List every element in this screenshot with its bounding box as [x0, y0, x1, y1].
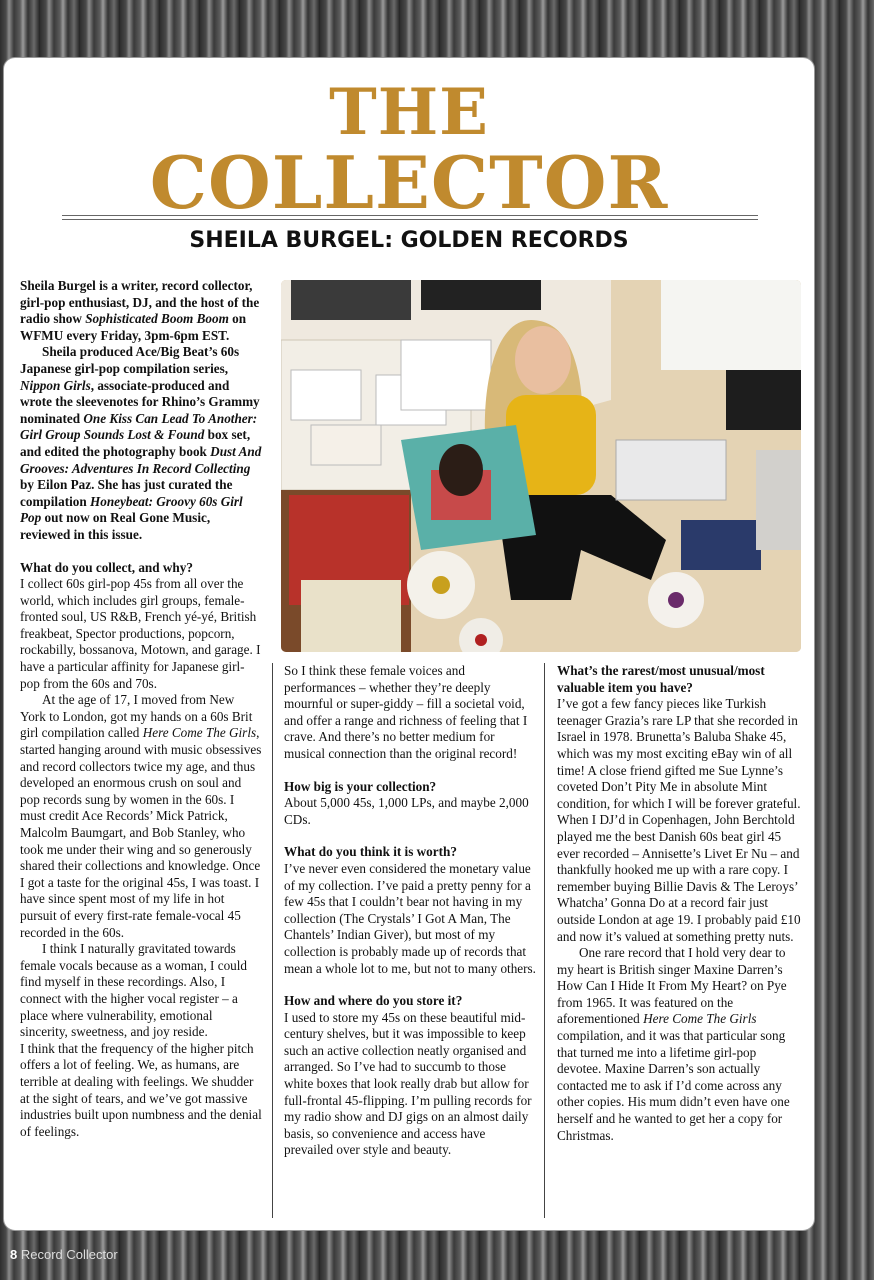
question-heading: How and where do you store it?	[284, 993, 463, 1009]
answer-paragraph: I’ve got a few fancy pieces like Turkish teenager Grazia’s rare LP that she recorded in Israel in 1978. Brunetta’s Baluba Shake 45, which was my most exciting eBay win of all time! A close friend gifted me Sue Lynne’s coveted Don’t Pity Me in absolute Mint condition, for which I will be forever grateful. When I DJ’d in Copenhagen, John Berchtold played me the best Danish 60s beat girl 45 ever recorded – Annisette’s Livet Er Nu – and thankfully hooked me up with a rare copy. I remember buying Billie Davis & The Leroys’ Whatcha’ Gonna Do at a record fair just outside London at age 19. I probably paid £10 and now it’s valued at something pretty nuts.	[557, 696, 801, 944]
answer-paragraph: I’ve never even considered the monetary value of my collection. I’ve paid a pretty penny for a few 45s that I couldn’t bear not having in my collection (The Crystals’ I Got A Man, The Chantels’ Indian Giver), but most of my collection is probably made up of records that mean a whole lot to me, but not to many others.	[284, 860, 536, 976]
title-line-1: THE	[329, 75, 489, 150]
collector-photo	[281, 280, 801, 652]
page-number: 8	[10, 1247, 18, 1262]
column-middle	[284, 663, 536, 1159]
answer-paragraph: I think I naturally gravitated towards female vocals because as a woman, I could find myself in these recordings. Also, I connect with the higher vocal register – a place where vulnerability, emotional sincerity, sweetness, and joy reside.	[20, 941, 248, 1040]
answer-paragraph: I collect 60s girl-pop 45s from all over the world, which includes girl groups, female-fronted soul, US R&B, French yé-yé, British freakbeat, Spector productions, popcorn, rockabilly, bossanova, Motown, and garage. I have a particular affinity for Japanese girl-pop from the 60s and 70s.	[20, 576, 261, 691]
page-footer	[10, 1247, 118, 1262]
answer-paragraph: One rare record that I hold very dear to my heart is British singer Maxine Darren’s How Can I Hide It From My Heart? on Pye from 1965. It was featured on the aforementioned Here Come The Girls compilation, and it was that particular song that turned me into a lifetime girl-pop devotee. Maxine Darren’s son actually contacted me to ask if I’d come across any other copies. His mum didn’t even have one herself and he wanted to get her a copy for Christmas.	[557, 945, 790, 1143]
answer-paragraph: At the age of 17, I moved from New York to London, got my hands on a 60s Brit girl compilation called Here Come The Girls, started hanging around with music obsessives and record collectors twice my age, and thus developed an enormous crush on soul and pop records sung by women in the 60s. I must credit Ace Records’ Mick Patrick, Malcolm Baumgart, and Bob Stanley, who took me under their wing and so generously shared their collections and knowledge. Once I got a taste for the original 45s, I was toast. I have since spent most of my life in hot pursuit of every first-rate female-vocal 45 recorded in the 60s.	[20, 692, 262, 940]
magazine-name: Record Collector	[20, 1247, 118, 1262]
intro-paragraph-2: Sheila produced Ace/Big Beat’s 60s Japanese girl-pop compilation series, Nippon Girls, associate-produced and wrote the sleevenotes for Rhino’s Grammy nominated One Kiss Can Lead To Another: Girl Group Sounds Lost & Found box set, and edited the photography book Dust And Grooves: Adventures In Record Collecting by Eilon Paz. She has just curated the compilation Honeybeat: Groovy 60s Girl Pop out now on Real Gone Music, reviewed in this issue.	[20, 344, 262, 542]
title-rule-top	[62, 215, 758, 216]
column-divider	[544, 663, 545, 1218]
title-rule-bottom	[62, 219, 758, 220]
column-right	[557, 663, 801, 1144]
title-line-2: COLLECTOR	[149, 140, 669, 225]
column-left	[20, 278, 262, 1140]
answer-paragraph: About 5,000 45s, 1,000 LPs, and maybe 2,000 CDs.	[284, 795, 529, 827]
photo-illustration	[281, 280, 801, 652]
question-heading: What’s the rarest/most unusual/most valuable item you have?	[557, 663, 765, 695]
answer-paragraph: I think that the frequency of the higher pitch offers a lot of feeling. We, as humans, are terrible at dealing with feelings. We shudder at the sight of tears, and we’ve got massive industries built upon numbness and the denial of feelings.	[20, 1040, 262, 1139]
question-heading: What do you collect, and why?	[20, 559, 193, 575]
article-card	[3, 57, 815, 1231]
article-subtitle: SHEILA BURGEL: GOLDEN RECORDS	[189, 228, 629, 253]
question-heading: How big is your collection?	[284, 778, 437, 794]
question-heading: What do you think it is worth?	[284, 844, 457, 860]
answer-paragraph: I used to store my 45s on these beautiful mid-century shelves, but it was impossible to keep such an active collection neatly organised and arranged. So I’ve had to succumb to those white boxes that look really drab but allow for full-frontal 45-flipping. I’m pulling records for my radio show and DJ gigs on an almost daily basis, so convenience and access have prevailed over style and beauty.	[284, 1009, 532, 1158]
intro-paragraph-1: Sheila Burgel is a writer, record collector, girl-pop enthusiast, DJ, and the host of the radio show Sophisticated Boom Boom on WFMU every Friday, 3pm-6pm EST.	[20, 278, 260, 343]
column-divider	[272, 663, 273, 1218]
answer-paragraph: So I think these female voices and performances – whether they’re deeply mournful or super-giddy – fill a societal void, and offer a range and richness of feeling that I crave. And there’s no better medium for musical connection than the original record!	[284, 663, 528, 761]
